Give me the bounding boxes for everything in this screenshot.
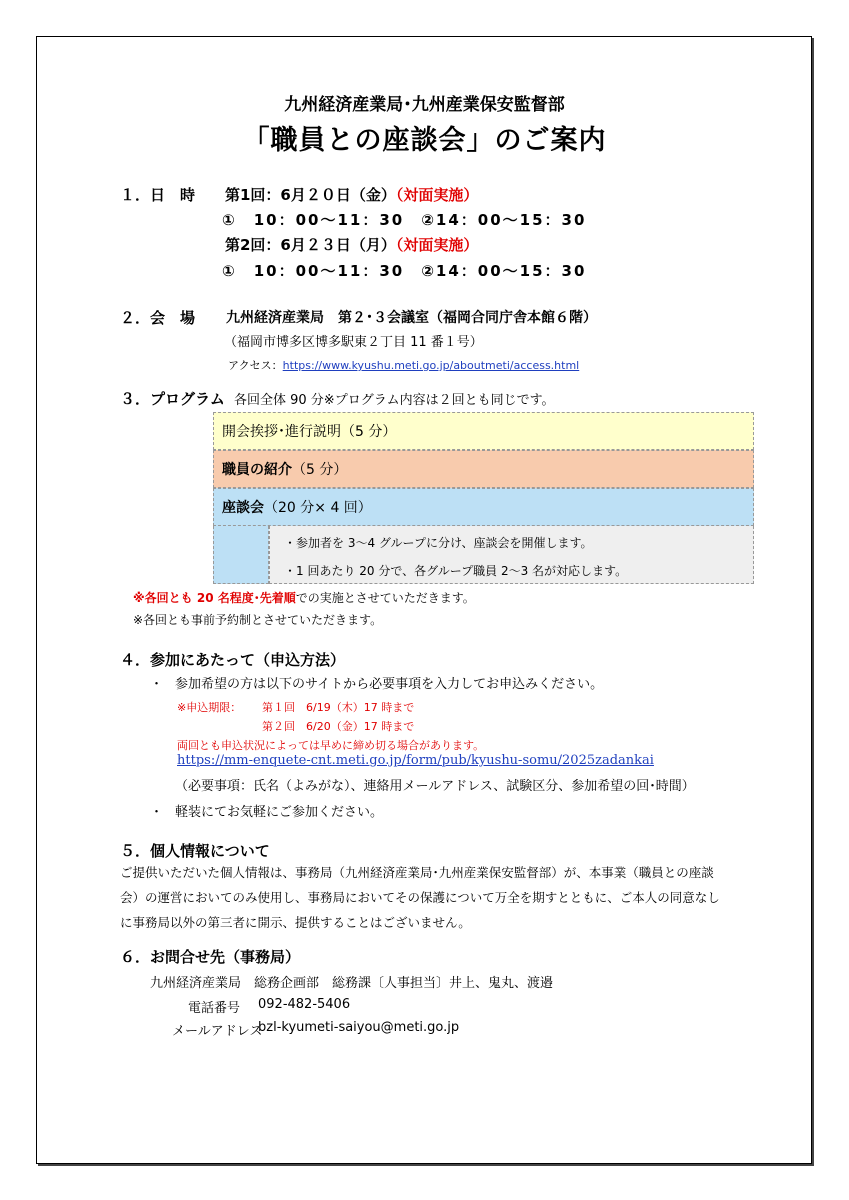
deadline-label: ※申込期限：	[177, 701, 242, 714]
page-title: 「職員との座談会」のご案内	[242, 125, 607, 156]
session2-tag: （対面実施）	[395, 236, 479, 254]
program-row-name: 職員の紹介	[222, 462, 292, 478]
venue-name: 九州経済産業局 第２･３会議室（福岡合同庁舎本館６階）	[226, 310, 597, 326]
section5-label: ５．個人情報について	[120, 842, 270, 860]
deadline-warning: 両回とも申込状況によっては早めに締め切る場合があります。	[177, 739, 485, 752]
program-row-duration: （20 分× 4 回）	[264, 500, 372, 516]
section3-label: ３．プログラム	[120, 390, 225, 408]
program-row-discussion-side	[213, 526, 269, 584]
program-row-discussion	[213, 488, 754, 526]
session1-date	[225, 184, 478, 205]
contact-org: 九州経済産業局 総務企画部 総務課〔人事担当〕井上、鬼丸、渡邉	[150, 976, 554, 991]
session2-times: ① 10：00～11：30 ②14：00～15：30	[222, 262, 587, 280]
program-row-name: 開会挨拶･進行説明	[222, 424, 341, 440]
program-detail-item: ・1 回あたり 20 分で、各グループ職員 2～3 名が対応します。	[284, 564, 628, 578]
application-form-link[interactable]: https://mm-enquete-cnt.meti.go.jp/form/pub/kyushu-somu/2025zadankai	[177, 753, 654, 768]
mail-label: メールアドレス	[172, 1024, 263, 1039]
program-detail-item: ・参加者を 3～4 グループに分け、座談会を開催します。	[284, 536, 593, 550]
session1-text: 第1回：6月２０日（金）	[225, 186, 396, 204]
access-link[interactable]: https://www.kyushu.meti.go.jp/aboutmeti/access.html	[282, 359, 580, 372]
section2-label: ２．会 場	[120, 309, 196, 327]
application-instruction: 参加希望の方は以下のサイトから必要事項を入力してお申込みください。	[175, 677, 604, 692]
note-capacity-rest: での実施とさせていただきます。	[295, 591, 475, 605]
program-details	[269, 526, 754, 584]
required-fields: （必要事項：氏名（よみがな）、連絡用メールアドレス、試験区分、参加希望の回･時間）	[175, 779, 695, 794]
venue-address: （福岡市博多区博多駅東２丁目 11 番１号）	[224, 335, 483, 350]
session1-times: ① 10：00～11：30 ②14：00～15：30	[222, 211, 587, 229]
program-row-name: 座談会	[222, 500, 264, 516]
access-line	[228, 357, 579, 373]
bullet-2: ・	[150, 805, 164, 820]
section1-label: １．日 時	[120, 186, 196, 204]
mail-address[interactable]: bzl-kyumeti-saiyou@meti.go.jp	[258, 1020, 460, 1035]
program-row-opening	[213, 412, 754, 450]
deadline-session2: 第２回 6/20（金）17 時まで	[262, 720, 415, 733]
section6-label: ６．お問合せ先（事務局）	[120, 948, 301, 966]
organization-heading: 九州経済産業局･九州産業保安監督部	[284, 95, 565, 115]
program-note-reservation: ※各回とも事前予約制とさせていただきます。	[133, 613, 383, 627]
session1-tag: （対面実施）	[395, 186, 479, 204]
phone-label: 電話番号	[188, 1001, 241, 1016]
access-label: アクセス：	[228, 359, 283, 372]
session2-date	[225, 234, 478, 255]
privacy-text: ご提供いただいた個人情報は、事務局（九州経済産業局･九州産業保安監督部）が、本事業（職員との座談会）の運営においてのみ使用し、事務局においてその保護について万全を期すとともに、ご本人の同意なしに事務局以外の第三者に開示、提供することはございません。	[120, 865, 720, 930]
bullet-1: ・	[150, 677, 164, 692]
program-note-capacity	[133, 589, 475, 606]
phone-number: 092-482-5406	[258, 997, 351, 1012]
program-summary: 各回全体 90 分※プログラム内容は２回とも同じです。	[234, 393, 555, 408]
note-capacity-emphasis: 各回とも 20 名程度･先着順	[144, 591, 296, 605]
note-prefix: ※	[133, 591, 145, 605]
program-row-introduction	[213, 450, 754, 488]
program-row-duration: （5 分）	[341, 424, 397, 440]
deadline-session1: 第１回 6/19（木）17 時まで	[262, 701, 415, 714]
casual-attire-note: 軽装にてお気軽にご参加ください。	[175, 805, 384, 820]
program-row-duration: （5 分）	[292, 462, 348, 478]
session2-text: 第2回：6月２３日（月）	[225, 236, 396, 254]
section4-label: ４．参加にあたって（申込方法）	[120, 651, 346, 669]
